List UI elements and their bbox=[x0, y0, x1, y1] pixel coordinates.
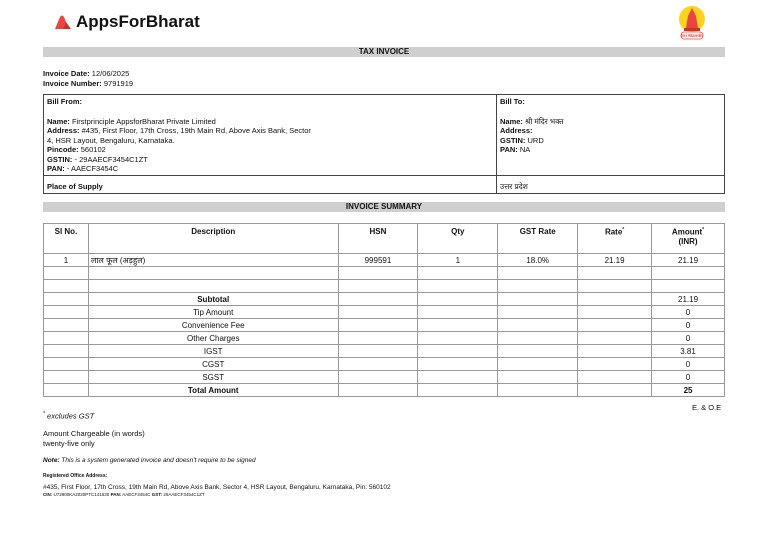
supply-divider bbox=[43, 175, 725, 176]
brand-logo bbox=[54, 12, 200, 32]
invoice-number: 9791919 bbox=[103, 78, 134, 88]
item-description: लाल फूल (अड़हुल) bbox=[88, 254, 338, 267]
tip-value: 0 bbox=[652, 306, 725, 319]
bill-from-address-line2: 4, HSR Layout, Bengaluru, Karnataka. bbox=[47, 135, 175, 145]
office-gst-label: GST: bbox=[151, 492, 163, 497]
bill-divider bbox=[496, 94, 497, 194]
sgst-label: SGST bbox=[88, 371, 338, 384]
cgst-label: CGST bbox=[88, 358, 338, 371]
bill-from-name: Firstprinciple AppsforBharat Private Limited bbox=[72, 116, 216, 126]
footnote-mark: * bbox=[43, 411, 45, 417]
amount-words bbox=[43, 429, 145, 448]
invoice-number-label: Invoice Number: bbox=[43, 78, 102, 88]
col-rate-mark: * bbox=[622, 227, 625, 233]
sgst-value: 0 bbox=[652, 371, 725, 384]
invoice-table bbox=[43, 223, 725, 397]
col-hsn: HSN bbox=[338, 224, 418, 254]
bill-to-address-label: Address: bbox=[500, 126, 533, 135]
subtotal-label: Subtotal bbox=[88, 293, 338, 306]
bill-to-heading: Bill To: bbox=[500, 97, 525, 106]
summary-row-subtotal bbox=[44, 293, 725, 306]
office-heading: Registered Office Address: bbox=[43, 473, 108, 479]
invoice-title: TAX INVOICE bbox=[43, 47, 725, 57]
other-label: Other Charges bbox=[88, 332, 338, 345]
convenience-value: 0 bbox=[652, 319, 725, 332]
office-pan-label: PAN: bbox=[110, 492, 122, 497]
amount-words-label: Amount Chargeable (in words) bbox=[43, 429, 145, 438]
bill-from-pincode: 560102 bbox=[80, 145, 106, 154]
office-pan-value: AAECF3454C bbox=[122, 492, 151, 497]
brand-name: AppsForBharat bbox=[76, 12, 200, 31]
bill-from-gstin: - 29AAECF3454C1ZT bbox=[74, 154, 148, 164]
note-label: Note: bbox=[43, 457, 60, 464]
invoice-date-label: Invoice Date: bbox=[43, 69, 90, 78]
other-value: 0 bbox=[652, 332, 725, 345]
summary-row-convenience bbox=[44, 319, 725, 332]
bill-to-pan-label: PAN: bbox=[500, 145, 518, 154]
place-of-supply-value: उत्तर प्रदेश bbox=[500, 182, 528, 191]
subtotal-value: 21.19 bbox=[652, 293, 725, 306]
convenience-label: Convenience Fee bbox=[88, 319, 338, 332]
appsforbharat-logo-icon bbox=[54, 14, 72, 30]
bill-to bbox=[500, 97, 720, 155]
bill-from-pan-label: PAN: bbox=[47, 164, 65, 173]
bill-from-address-line1: #435, First Floor, 17th Cross, 19th Main Rd, Above Axis Bank, Sector bbox=[81, 126, 311, 135]
col-gst-rate: GST Rate bbox=[498, 224, 578, 254]
invoice-date: 12/06/2025 bbox=[91, 69, 130, 78]
total-label: Total Amount bbox=[88, 384, 338, 397]
invoice-meta bbox=[43, 69, 133, 88]
blank-row bbox=[44, 280, 725, 293]
col-qty: Qty bbox=[418, 224, 498, 254]
summary-row-total bbox=[44, 384, 725, 397]
summary-row-igst bbox=[44, 345, 725, 358]
summary-row-cgst bbox=[44, 358, 725, 371]
sri-mandir-logo bbox=[674, 4, 710, 40]
item-amount: 21.19 bbox=[652, 254, 725, 267]
bill-to-gstin-label: GSTIN: bbox=[500, 135, 526, 145]
bill-from-gstin-label: GSTIN: bbox=[47, 154, 73, 164]
place-of-supply-label: Place of Supply bbox=[47, 182, 103, 191]
item-sl: 1 bbox=[44, 254, 89, 267]
col-amount-label: Amount bbox=[671, 227, 703, 237]
igst-value: 3.81 bbox=[652, 345, 725, 358]
note-text: This is a system generated invoice and doesn't require to be signed bbox=[61, 457, 256, 464]
partner-logo-text: Sri Mandir bbox=[680, 33, 703, 38]
col-description: Description bbox=[88, 224, 338, 254]
bill-from-address-label: Address: bbox=[47, 126, 80, 135]
footnote bbox=[43, 410, 94, 421]
eoe: E. & O.E bbox=[692, 403, 722, 412]
col-amount bbox=[652, 224, 725, 254]
bill-from bbox=[47, 97, 487, 174]
bill-to-name: श्री मंदिर भक्त bbox=[525, 116, 564, 126]
bill-from-pan: - AAECF3454C bbox=[66, 164, 119, 173]
summary-row-other bbox=[44, 332, 725, 345]
blank-row bbox=[44, 267, 725, 280]
igst-label: IGST bbox=[88, 345, 338, 358]
col-sl: Sl No. bbox=[44, 224, 89, 254]
col-amount-unit: (INR) bbox=[678, 236, 698, 246]
total-value: 25 bbox=[652, 384, 725, 397]
cgst-value: 0 bbox=[652, 358, 725, 371]
col-rate-label: Rate bbox=[604, 227, 623, 237]
summary-row-tip bbox=[44, 306, 725, 319]
bill-to-pan: NA bbox=[519, 145, 531, 154]
item-qty: 1 bbox=[418, 254, 498, 267]
table-header-row bbox=[44, 224, 725, 254]
item-hsn: 999591 bbox=[338, 254, 418, 267]
cin-value: U72900KA2020PTC141630 bbox=[53, 492, 110, 497]
summary-row-sgst bbox=[44, 371, 725, 384]
office-ids bbox=[43, 492, 205, 497]
bill-from-name-label: Name: bbox=[47, 116, 70, 126]
system-note bbox=[43, 457, 256, 464]
table-row bbox=[44, 254, 725, 267]
item-gst-rate: 18.0% bbox=[498, 254, 578, 267]
office-gst-value: 29AAECF3454C1ZT bbox=[163, 492, 205, 497]
tip-label: Tip Amount bbox=[88, 306, 338, 319]
bill-to-name-label: Name: bbox=[500, 116, 523, 126]
col-amount-mark: * bbox=[702, 227, 705, 233]
amount-words-value: twenty-five only bbox=[43, 438, 95, 448]
bill-from-pincode-label: Pincode: bbox=[47, 145, 79, 154]
summary-title: INVOICE SUMMARY bbox=[43, 202, 725, 212]
bill-from-heading: Bill From: bbox=[47, 97, 82, 106]
bill-to-gstin: URD bbox=[527, 135, 544, 145]
item-rate: 21.19 bbox=[578, 254, 652, 267]
office-address: #435, First Floor, 17th Cross, 19th Main Rd, Above Axis Bank, Sector 4, HSR Layout, Bengaluru, Karnataka, Pin: 560102 bbox=[43, 484, 391, 491]
cin-label: CIN: bbox=[43, 492, 53, 497]
footnote-text: excludes GST bbox=[47, 411, 95, 421]
col-rate bbox=[578, 224, 652, 254]
